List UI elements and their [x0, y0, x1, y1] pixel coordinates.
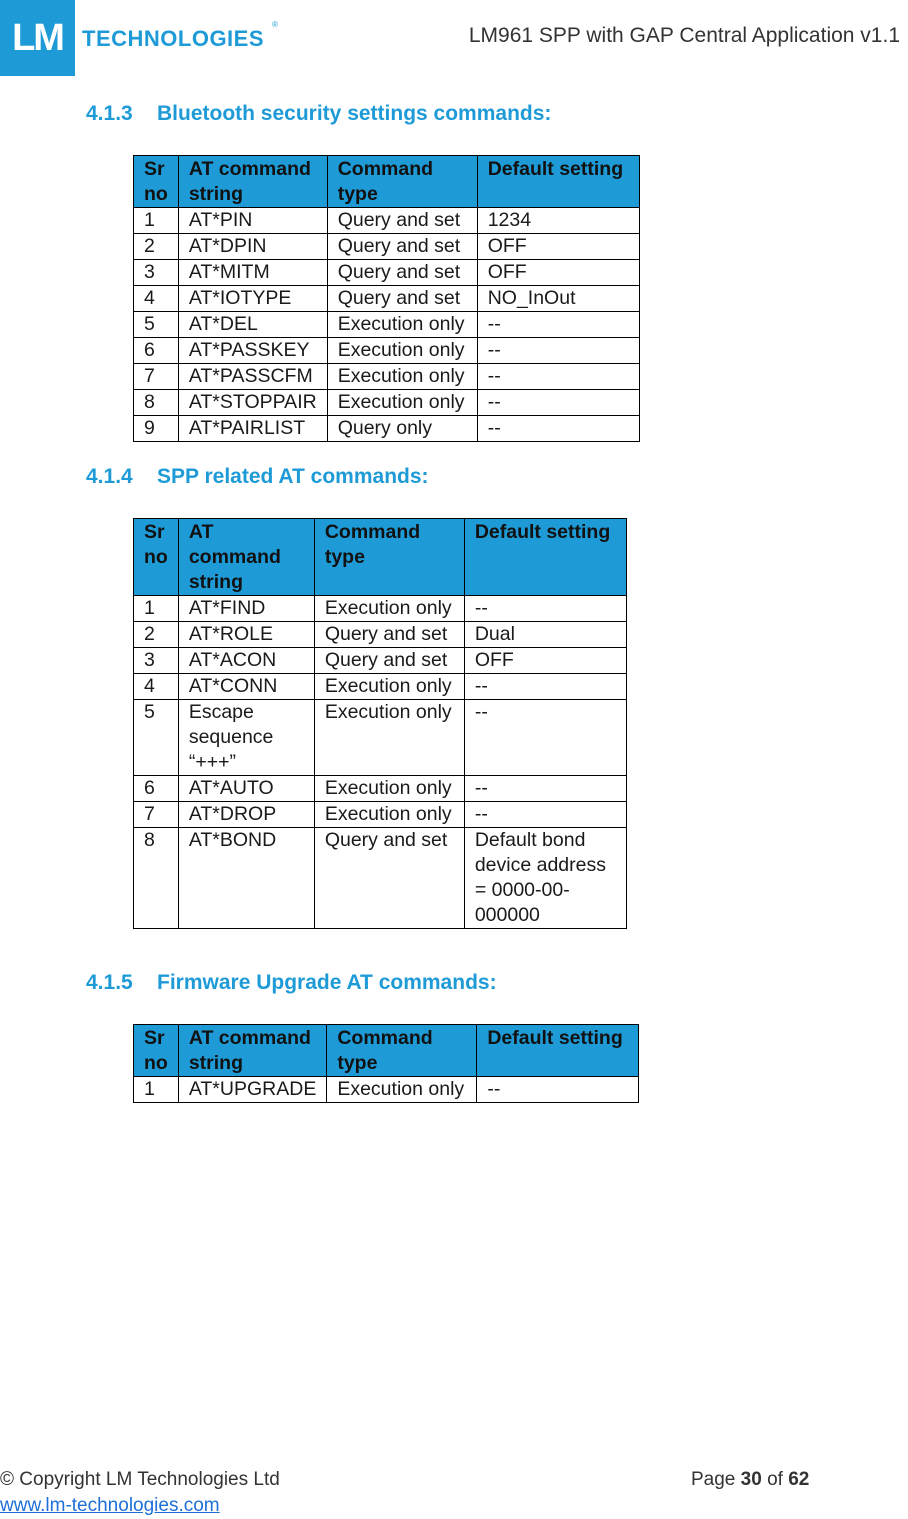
table-row: [134, 622, 627, 648]
column-header-at-command: AT command string: [178, 519, 314, 596]
at-command-cell: AT*MITM: [178, 260, 327, 286]
sr-no-cell: 4: [134, 286, 179, 312]
copyright-notice: © Copyright LM Technologies Ltd: [0, 1469, 280, 1490]
logo-wordmark: TECHNOLOGIES: [82, 26, 265, 51]
section-title: Firmware Upgrade AT commands:: [157, 971, 497, 994]
at-command-cell: AT*PASSKEY: [178, 338, 327, 364]
table-row: [134, 648, 627, 674]
command-type-cell: Execution only: [327, 364, 477, 390]
default-setting-cell: 1234: [477, 208, 639, 234]
website-link[interactable]: www.lm-technologies.com: [0, 1495, 220, 1516]
column-header-sr-no: Sr no: [134, 156, 179, 208]
command-type-cell: Execution only: [327, 338, 477, 364]
command-type-cell: Query and set: [314, 828, 464, 929]
page-of: of: [767, 1469, 783, 1490]
sr-no-cell: 1: [134, 1077, 179, 1103]
column-header-at-command: AT command string: [178, 156, 327, 208]
section-heading-4-1-3: [86, 102, 551, 126]
sr-no-cell: 4: [134, 674, 179, 700]
sr-no-cell: 5: [134, 700, 179, 776]
command-type-cell: Execution only: [327, 1077, 477, 1103]
sr-no-cell: 3: [134, 260, 179, 286]
table-row: [134, 312, 640, 338]
command-type-cell: Query and set: [314, 648, 464, 674]
table-row: [134, 416, 640, 442]
spp-commands-table: [133, 518, 627, 929]
table-row: [134, 338, 640, 364]
table-row: [134, 828, 627, 929]
sr-no-cell: 8: [134, 390, 179, 416]
at-command-cell: AT*UPGRADE: [178, 1077, 327, 1103]
sr-no-cell: 2: [134, 622, 179, 648]
sr-no-cell: 8: [134, 828, 179, 929]
logo-registered-mark: ®: [272, 20, 278, 29]
command-type-cell: Query and set: [314, 622, 464, 648]
column-header-command-type: Command type: [327, 1025, 477, 1077]
table-row: [134, 286, 640, 312]
sr-no-cell: 9: [134, 416, 179, 442]
default-setting-cell: Default bond device address = 0000-00-000000: [464, 828, 626, 929]
at-command-cell: AT*PIN: [178, 208, 327, 234]
at-command-cell: AT*FIND: [178, 596, 314, 622]
at-command-cell: AT*BOND: [178, 828, 314, 929]
sr-no-cell: 6: [134, 338, 179, 364]
table-row: [134, 208, 640, 234]
table-row: [134, 700, 627, 776]
table-row: [134, 776, 627, 802]
page-current: 30: [740, 1469, 762, 1490]
table-row: [134, 364, 640, 390]
command-type-cell: Execution only: [327, 390, 477, 416]
table-row: [134, 234, 640, 260]
at-command-cell: AT*AUTO: [178, 776, 314, 802]
table-body: [134, 208, 640, 442]
default-setting-cell: --: [477, 390, 639, 416]
command-type-cell: Query and set: [327, 208, 477, 234]
default-setting-cell: --: [464, 802, 626, 828]
section-title: Bluetooth security settings commands:: [157, 102, 552, 125]
command-type-cell: Execution only: [314, 596, 464, 622]
sr-no-cell: 5: [134, 312, 179, 338]
command-type-cell: Execution only: [314, 802, 464, 828]
table-row: [134, 802, 627, 828]
column-header-command-type: Command type: [327, 156, 477, 208]
table-body: [134, 596, 627, 929]
default-setting-cell: --: [464, 596, 626, 622]
default-setting-cell: --: [464, 700, 626, 776]
section-heading-4-1-5: [86, 971, 497, 995]
company-logo: [0, 0, 75, 76]
sr-no-cell: 3: [134, 648, 179, 674]
at-command-cell: AT*DROP: [178, 802, 314, 828]
at-command-cell: AT*IOTYPE: [178, 286, 327, 312]
command-type-cell: Query only: [327, 416, 477, 442]
column-header-at-command: AT command string: [178, 1025, 327, 1077]
at-command-cell: AT*ROLE: [178, 622, 314, 648]
command-type-cell: Query and set: [327, 234, 477, 260]
firmware-commands-table: [133, 1024, 639, 1103]
page-total: 62: [788, 1469, 810, 1490]
section-number: 4.1.4: [86, 465, 133, 488]
table-row: [134, 260, 640, 286]
sr-no-cell: 1: [134, 596, 179, 622]
page-prefix: Page: [691, 1469, 736, 1490]
at-command-cell: AT*CONN: [178, 674, 314, 700]
table-row: [134, 1077, 639, 1103]
section-title: SPP related AT commands:: [157, 465, 429, 488]
default-setting-cell: NO_InOut: [477, 286, 639, 312]
table-row: [134, 674, 627, 700]
table-body: [134, 1077, 639, 1103]
column-header-sr-no: Sr no: [134, 519, 179, 596]
default-setting-cell: OFF: [477, 234, 639, 260]
sr-no-cell: 1: [134, 208, 179, 234]
at-command-cell: Escape sequence “+++”: [178, 700, 314, 776]
default-setting-cell: --: [464, 674, 626, 700]
sr-no-cell: 6: [134, 776, 179, 802]
command-type-cell: Execution only: [314, 700, 464, 776]
document-title: LM961 SPP with GAP Central Application v1.1: [468, 24, 900, 47]
sr-no-cell: 7: [134, 364, 179, 390]
sr-no-cell: 7: [134, 802, 179, 828]
table-row: [134, 596, 627, 622]
default-setting-cell: --: [464, 776, 626, 802]
default-setting-cell: Dual: [464, 622, 626, 648]
default-setting-cell: --: [477, 416, 639, 442]
at-command-cell: AT*DEL: [178, 312, 327, 338]
column-header-default-setting: Default setting: [477, 156, 639, 208]
command-type-cell: Execution only: [327, 312, 477, 338]
column-header-sr-no: Sr no: [134, 1025, 179, 1077]
at-command-cell: AT*STOPPAIR: [178, 390, 327, 416]
at-command-cell: AT*PASSCFM: [178, 364, 327, 390]
default-setting-cell: --: [477, 338, 639, 364]
default-setting-cell: OFF: [464, 648, 626, 674]
column-header-default-setting: Default setting: [464, 519, 626, 596]
default-setting-cell: --: [477, 312, 639, 338]
default-setting-cell: --: [477, 1077, 639, 1103]
section-heading-4-1-4: [86, 465, 429, 489]
logo-mark: LM: [12, 16, 63, 59]
page-number: [691, 1469, 809, 1491]
security-commands-table: [133, 155, 640, 442]
at-command-cell: AT*DPIN: [178, 234, 327, 260]
section-number: 4.1.5: [86, 971, 133, 994]
column-header-command-type: Command type: [314, 519, 464, 596]
at-command-cell: AT*ACON: [178, 648, 314, 674]
default-setting-cell: OFF: [477, 260, 639, 286]
command-type-cell: Query and set: [327, 286, 477, 312]
at-command-cell: AT*PAIRLIST: [178, 416, 327, 442]
command-type-cell: Query and set: [327, 260, 477, 286]
sr-no-cell: 2: [134, 234, 179, 260]
command-type-cell: Execution only: [314, 674, 464, 700]
section-number: 4.1.3: [86, 102, 133, 125]
command-type-cell: Execution only: [314, 776, 464, 802]
default-setting-cell: --: [477, 364, 639, 390]
column-header-default-setting: Default setting: [477, 1025, 639, 1077]
table-row: [134, 390, 640, 416]
